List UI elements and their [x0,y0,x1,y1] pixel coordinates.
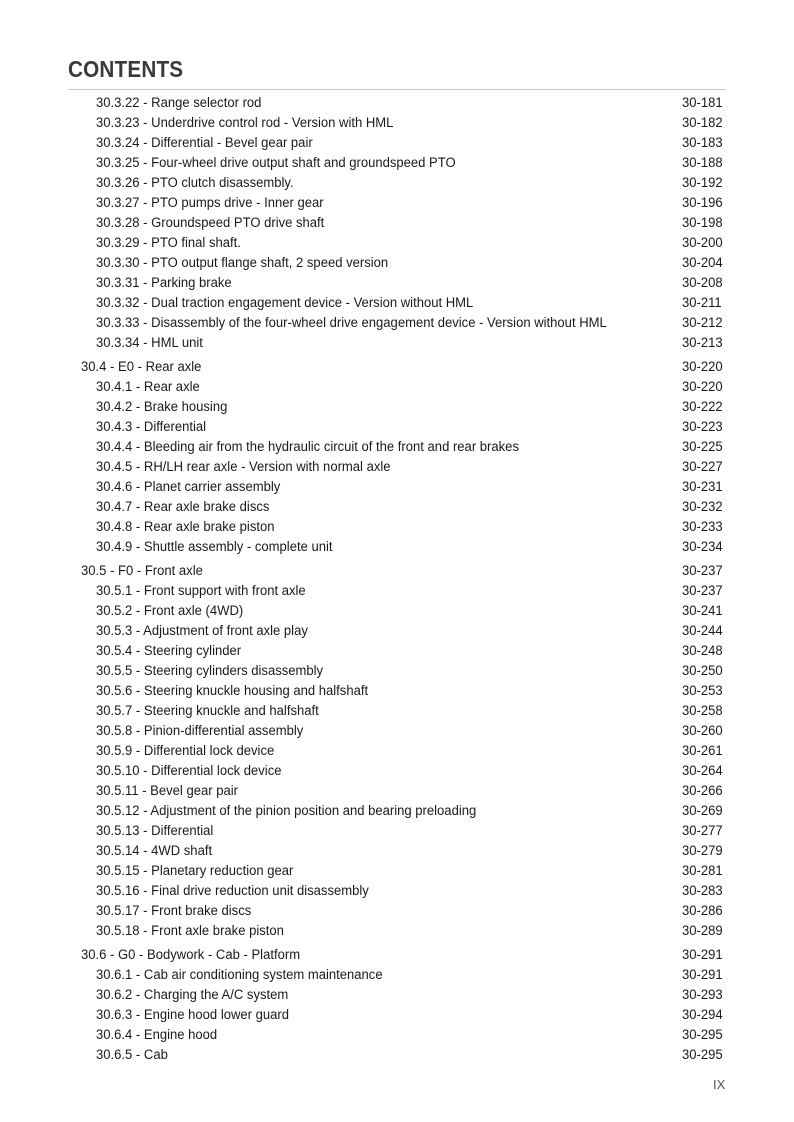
toc-entry-row[interactable] [68,901,728,921]
toc-entry-row[interactable] [68,133,728,153]
toc-label: 30.5.18 - Front axle brake piston [96,923,284,939]
toc-page-ref: 30-233 [682,519,723,535]
toc-entry-row[interactable] [68,93,728,113]
toc-label: 30.4.7 - Rear axle brake discs [96,499,270,515]
toc-label: 30.5.1 - Front support with front axle [96,583,306,599]
toc-page-ref: 30-248 [682,643,723,659]
toc-page-ref: 30-264 [682,763,723,779]
page-number: IX [713,1077,726,1092]
toc-entry-row[interactable] [68,253,728,273]
toc-label: 30.3.32 - Dual traction engagement device - Version without HML [96,295,474,311]
toc-page-ref: 30-294 [682,1007,723,1023]
toc-entry-row[interactable] [68,761,728,781]
toc-page-ref: 30-281 [682,863,723,879]
toc-label: 30.5.16 - Final drive reduction unit disassembly [96,883,369,899]
toc-entry-row[interactable] [68,497,728,517]
toc-entry-row[interactable] [68,417,728,437]
toc-page-ref: 30-237 [682,563,723,579]
toc-label: 30.4.4 - Bleeding air from the hydraulic circuit of the front and rear brakes [96,439,519,455]
toc-label: 30.6.2 - Charging the A/C system [96,987,289,1003]
toc-entry-row[interactable] [68,861,728,881]
toc-entry-row[interactable] [68,193,728,213]
toc-page-ref: 30-200 [682,235,723,251]
toc-page-ref: 30-295 [682,1047,723,1063]
toc-entry-row[interactable] [68,273,728,293]
toc-label: 30.6.1 - Cab air conditioning system maintenance [96,967,383,983]
toc-section-row[interactable] [68,945,728,965]
toc-page-ref: 30-182 [682,115,723,131]
toc-page-ref: 30-223 [682,419,723,435]
toc-page-ref: 30-211 [682,295,722,311]
toc-label: 30.6.3 - Engine hood lower guard [96,1007,290,1023]
toc-label: 30.3.26 - PTO clutch disassembly. [96,175,294,191]
toc-page-ref: 30-277 [682,823,723,839]
toc-entry-row[interactable] [68,333,728,353]
toc-label: 30.5.7 - Steering knuckle and halfshaft [96,703,319,719]
toc-label: 30.3.24 - Differential - Bevel gear pair [96,135,313,151]
toc-label: 30.3.31 - Parking brake [96,275,232,291]
toc-entry-row[interactable] [68,841,728,861]
toc-label: 30.3.34 - HML unit [96,335,203,351]
toc-entry-row[interactable] [68,437,728,457]
toc-label: 30.3.23 - Underdrive control rod - Version with HML [96,115,394,131]
toc-entry-row[interactable] [68,681,728,701]
toc-label: 30.3.33 - Disassembly of the four-wheel drive engagement device - Version without HML [96,315,607,331]
toc-label: 30.4.3 - Differential [96,419,207,435]
toc-page-ref: 30-258 [682,703,723,719]
toc-label: 30.3.28 - Groundspeed PTO drive shaft [96,215,325,231]
toc-entry-row[interactable] [68,621,728,641]
toc-label: 30.5.2 - Front axle (4WD) [96,603,244,619]
toc-page-ref: 30-295 [682,1027,723,1043]
toc-label: 30.4.9 - Shuttle assembly - complete unit [96,539,333,555]
toc-page-ref: 30-260 [682,723,723,739]
toc-entry-row[interactable] [68,721,728,741]
toc-label: 30.5.10 - Differential lock device [96,763,282,779]
toc-page-ref: 30-286 [682,903,723,919]
toc-entry-row[interactable] [68,377,728,397]
toc-entry-row[interactable] [68,881,728,901]
toc-entry-row[interactable] [68,313,728,333]
toc-entry-row[interactable] [68,821,728,841]
toc-entry-row[interactable] [68,233,728,253]
toc-entry-row[interactable] [68,517,728,537]
toc-label: 30.3.22 - Range selector rod [96,95,262,111]
toc-page-ref: 30-181 [682,95,723,111]
toc-label: 30.5.8 - Pinion-differential assembly [96,723,304,739]
toc-page-ref: 30-220 [682,359,723,375]
toc-page-ref: 30-250 [682,663,723,679]
toc-label: 30.4.2 - Brake housing [96,399,228,415]
toc-page-ref: 30-227 [682,459,723,475]
toc-page-ref: 30-269 [682,803,723,819]
toc-section-row[interactable] [68,561,728,581]
toc-page-ref: 30-253 [682,683,723,699]
toc-page-ref: 30-279 [682,843,723,859]
toc-label: 30.5.17 - Front brake discs [96,903,252,919]
toc-label: 30.4.8 - Rear axle brake piston [96,519,275,535]
page-title: CONTENTS [68,56,184,82]
toc-entry-row[interactable] [68,1005,728,1025]
toc-label: 30.3.27 - PTO pumps drive - Inner gear [96,195,324,211]
toc-label: 30.4 - E0 - Rear axle [81,359,202,375]
toc-entry-row[interactable] [68,293,728,313]
toc-label: 30.5.9 - Differential lock device [96,743,275,759]
toc-page-ref: 30-222 [682,399,723,415]
toc-page-ref: 30-291 [682,947,723,963]
toc-page-ref: 30-293 [682,987,723,1003]
toc-page-ref: 30-196 [682,195,723,211]
toc-entry-row[interactable] [68,801,728,821]
toc-page-ref: 30-283 [682,883,723,899]
toc-label: 30.5.12 - Adjustment of the pinion position and bearing preloading [96,803,477,819]
toc-label: 30.6.4 - Engine hood [96,1027,218,1043]
toc-page-ref: 30-266 [682,783,723,799]
toc-entry-row[interactable] [68,781,728,801]
toc-page-ref: 30-231 [682,479,723,495]
toc-page-ref: 30-261 [682,743,723,759]
toc-page-ref: 30-204 [682,255,723,271]
toc-label: 30.3.25 - Four-wheel drive output shaft and groundspeed PTO [96,155,456,171]
toc-entry-row[interactable] [68,921,728,941]
toc-entry-row[interactable] [68,701,728,721]
toc-page-ref: 30-188 [682,155,723,171]
toc-label: 30.5.15 - Planetary reduction gear [96,863,294,879]
toc-entry-row[interactable] [68,173,728,193]
toc-label: 30.5.11 - Bevel gear pair [96,783,238,799]
toc-label: 30.5.5 - Steering cylinders disassembly [96,663,324,679]
toc-entry-row[interactable] [68,581,728,601]
toc-entry-row[interactable] [68,741,728,761]
toc-entry-row[interactable] [68,1025,728,1045]
toc-page-ref: 30-208 [682,275,723,291]
toc-page-ref: 30-220 [682,379,723,395]
toc-entry-row[interactable] [68,213,728,233]
toc-page-ref: 30-237 [682,583,723,599]
toc-entry-row[interactable] [68,397,728,417]
toc-page-ref: 30-244 [682,623,723,639]
toc-page-ref: 30-232 [682,499,723,515]
toc-label: 30.5.6 - Steering knuckle housing and halfshaft [96,683,369,699]
toc-label: 30.5 - F0 - Front axle [81,563,203,579]
toc-label: 30.5.14 - 4WD shaft [96,843,213,859]
toc-page-ref: 30-212 [682,315,723,331]
toc-entry-row[interactable] [68,1045,728,1065]
toc-page-ref: 30-225 [682,439,723,455]
toc-entry-row[interactable] [68,641,728,661]
toc-label: 30.5.3 - Adjustment of front axle play [96,623,308,639]
toc-page-ref: 30-234 [682,539,723,555]
toc-entry-row[interactable] [68,965,728,985]
toc-label: 30.5.13 - Differential [96,823,214,839]
toc-page-ref: 30-192 [682,175,723,191]
toc-page-ref: 30-198 [682,215,723,231]
toc-entry-row[interactable] [68,113,728,133]
toc-label: 30.4.5 - RH/LH rear axle - Version with normal axle [96,459,391,475]
title-divider [68,89,726,90]
toc-label: 30.3.30 - PTO output flange shaft, 2 speed version [96,255,389,271]
toc-label: 30.4.1 - Rear axle [96,379,200,395]
toc-page-ref: 30-291 [682,967,723,983]
toc-entry-row[interactable] [68,457,728,477]
toc-entry-row[interactable] [68,477,728,497]
toc-entry-row[interactable] [68,601,728,621]
toc-label: 30.3.29 - PTO final shaft. [96,235,241,251]
toc-page-ref: 30-183 [682,135,723,151]
toc-label: 30.6 - G0 - Bodywork - Cab - Platform [81,947,301,963]
toc-label: 30.5.4 - Steering cylinder [96,643,242,659]
toc-label: 30.4.6 - Planet carrier assembly [96,479,281,495]
toc-page-ref: 30-289 [682,923,723,939]
toc-entry-row[interactable] [68,537,728,557]
toc-label: 30.6.5 - Cab [96,1047,168,1063]
toc-page-ref: 30-213 [682,335,723,351]
toc-entry-row[interactable] [68,661,728,681]
toc-entry-row[interactable] [68,153,728,173]
toc-entry-row[interactable] [68,985,728,1005]
toc-section-row[interactable] [68,357,728,377]
table-of-contents [68,93,728,1065]
toc-page-ref: 30-241 [682,603,723,619]
